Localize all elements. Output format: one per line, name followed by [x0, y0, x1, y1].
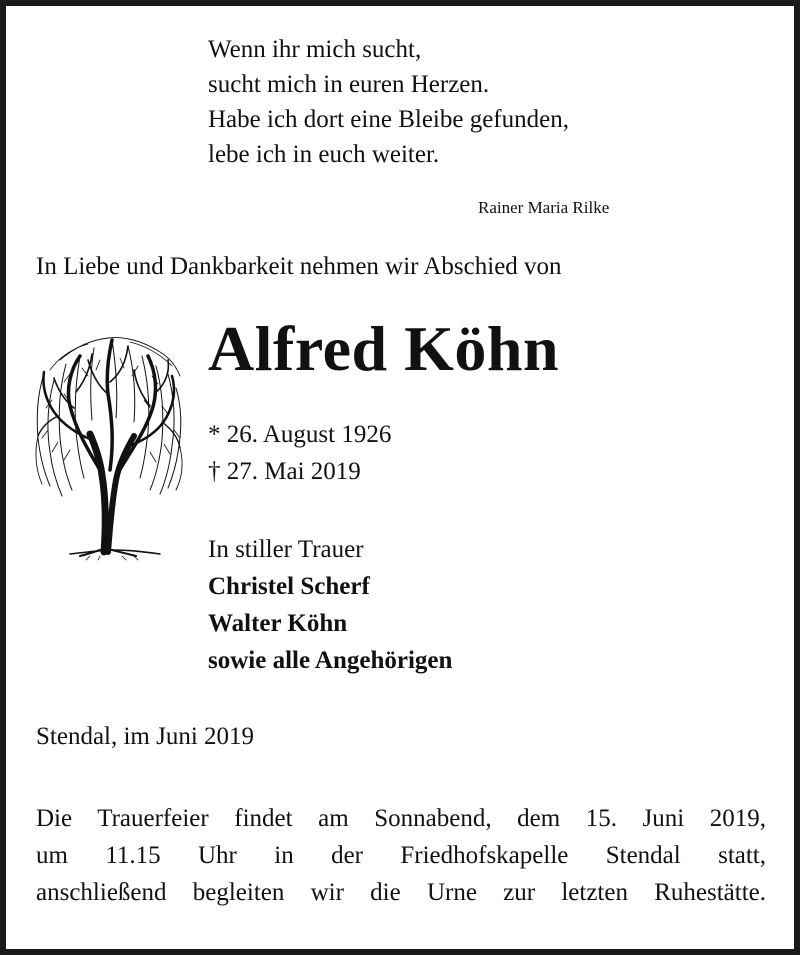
intro-text: In Liebe und Dankbarkeit nehmen wir Abschied von [36, 253, 562, 280]
ceremony-line: anschließend begleiten wir die Urne zur letzten Ruhestätte. [36, 879, 766, 906]
mourners [208, 531, 452, 679]
poem-line: Habe ich dort eine Bleibe gefunden, [208, 106, 569, 133]
ceremony-line: Die Trauerfeier findet am Sonnabend, dem 15. Juni 2019, [36, 805, 766, 832]
birth-date: * 26. August 1926 [208, 421, 392, 448]
mourner-name: Walter Köhn [208, 610, 348, 637]
mourners-heading: In stiller Trauer [208, 536, 364, 563]
poem [208, 32, 678, 172]
ceremony-notice [36, 800, 766, 911]
place-date: Stendal, im Juni 2019 [36, 723, 255, 750]
deceased-name: Alfred Köhn [208, 313, 560, 384]
poem-line: Wenn ihr mich sucht, [208, 36, 422, 63]
tree-icon [30, 330, 186, 562]
ceremony-line: um 11.15 Uhr in der Friedhofskapelle Stendal statt, [36, 842, 766, 869]
mourner-name: sowie alle Angehörigen [208, 647, 453, 674]
mourner-name: Christel Scherf [208, 573, 370, 600]
poem-line: lebe ich in euch weiter. [208, 141, 440, 168]
death-date: † 27. Mai 2019 [208, 458, 361, 485]
life-dates [208, 416, 391, 490]
poem-line: sucht mich in euren Herzen. [208, 71, 490, 98]
poem-author: Rainer Maria Rilke [478, 198, 610, 217]
